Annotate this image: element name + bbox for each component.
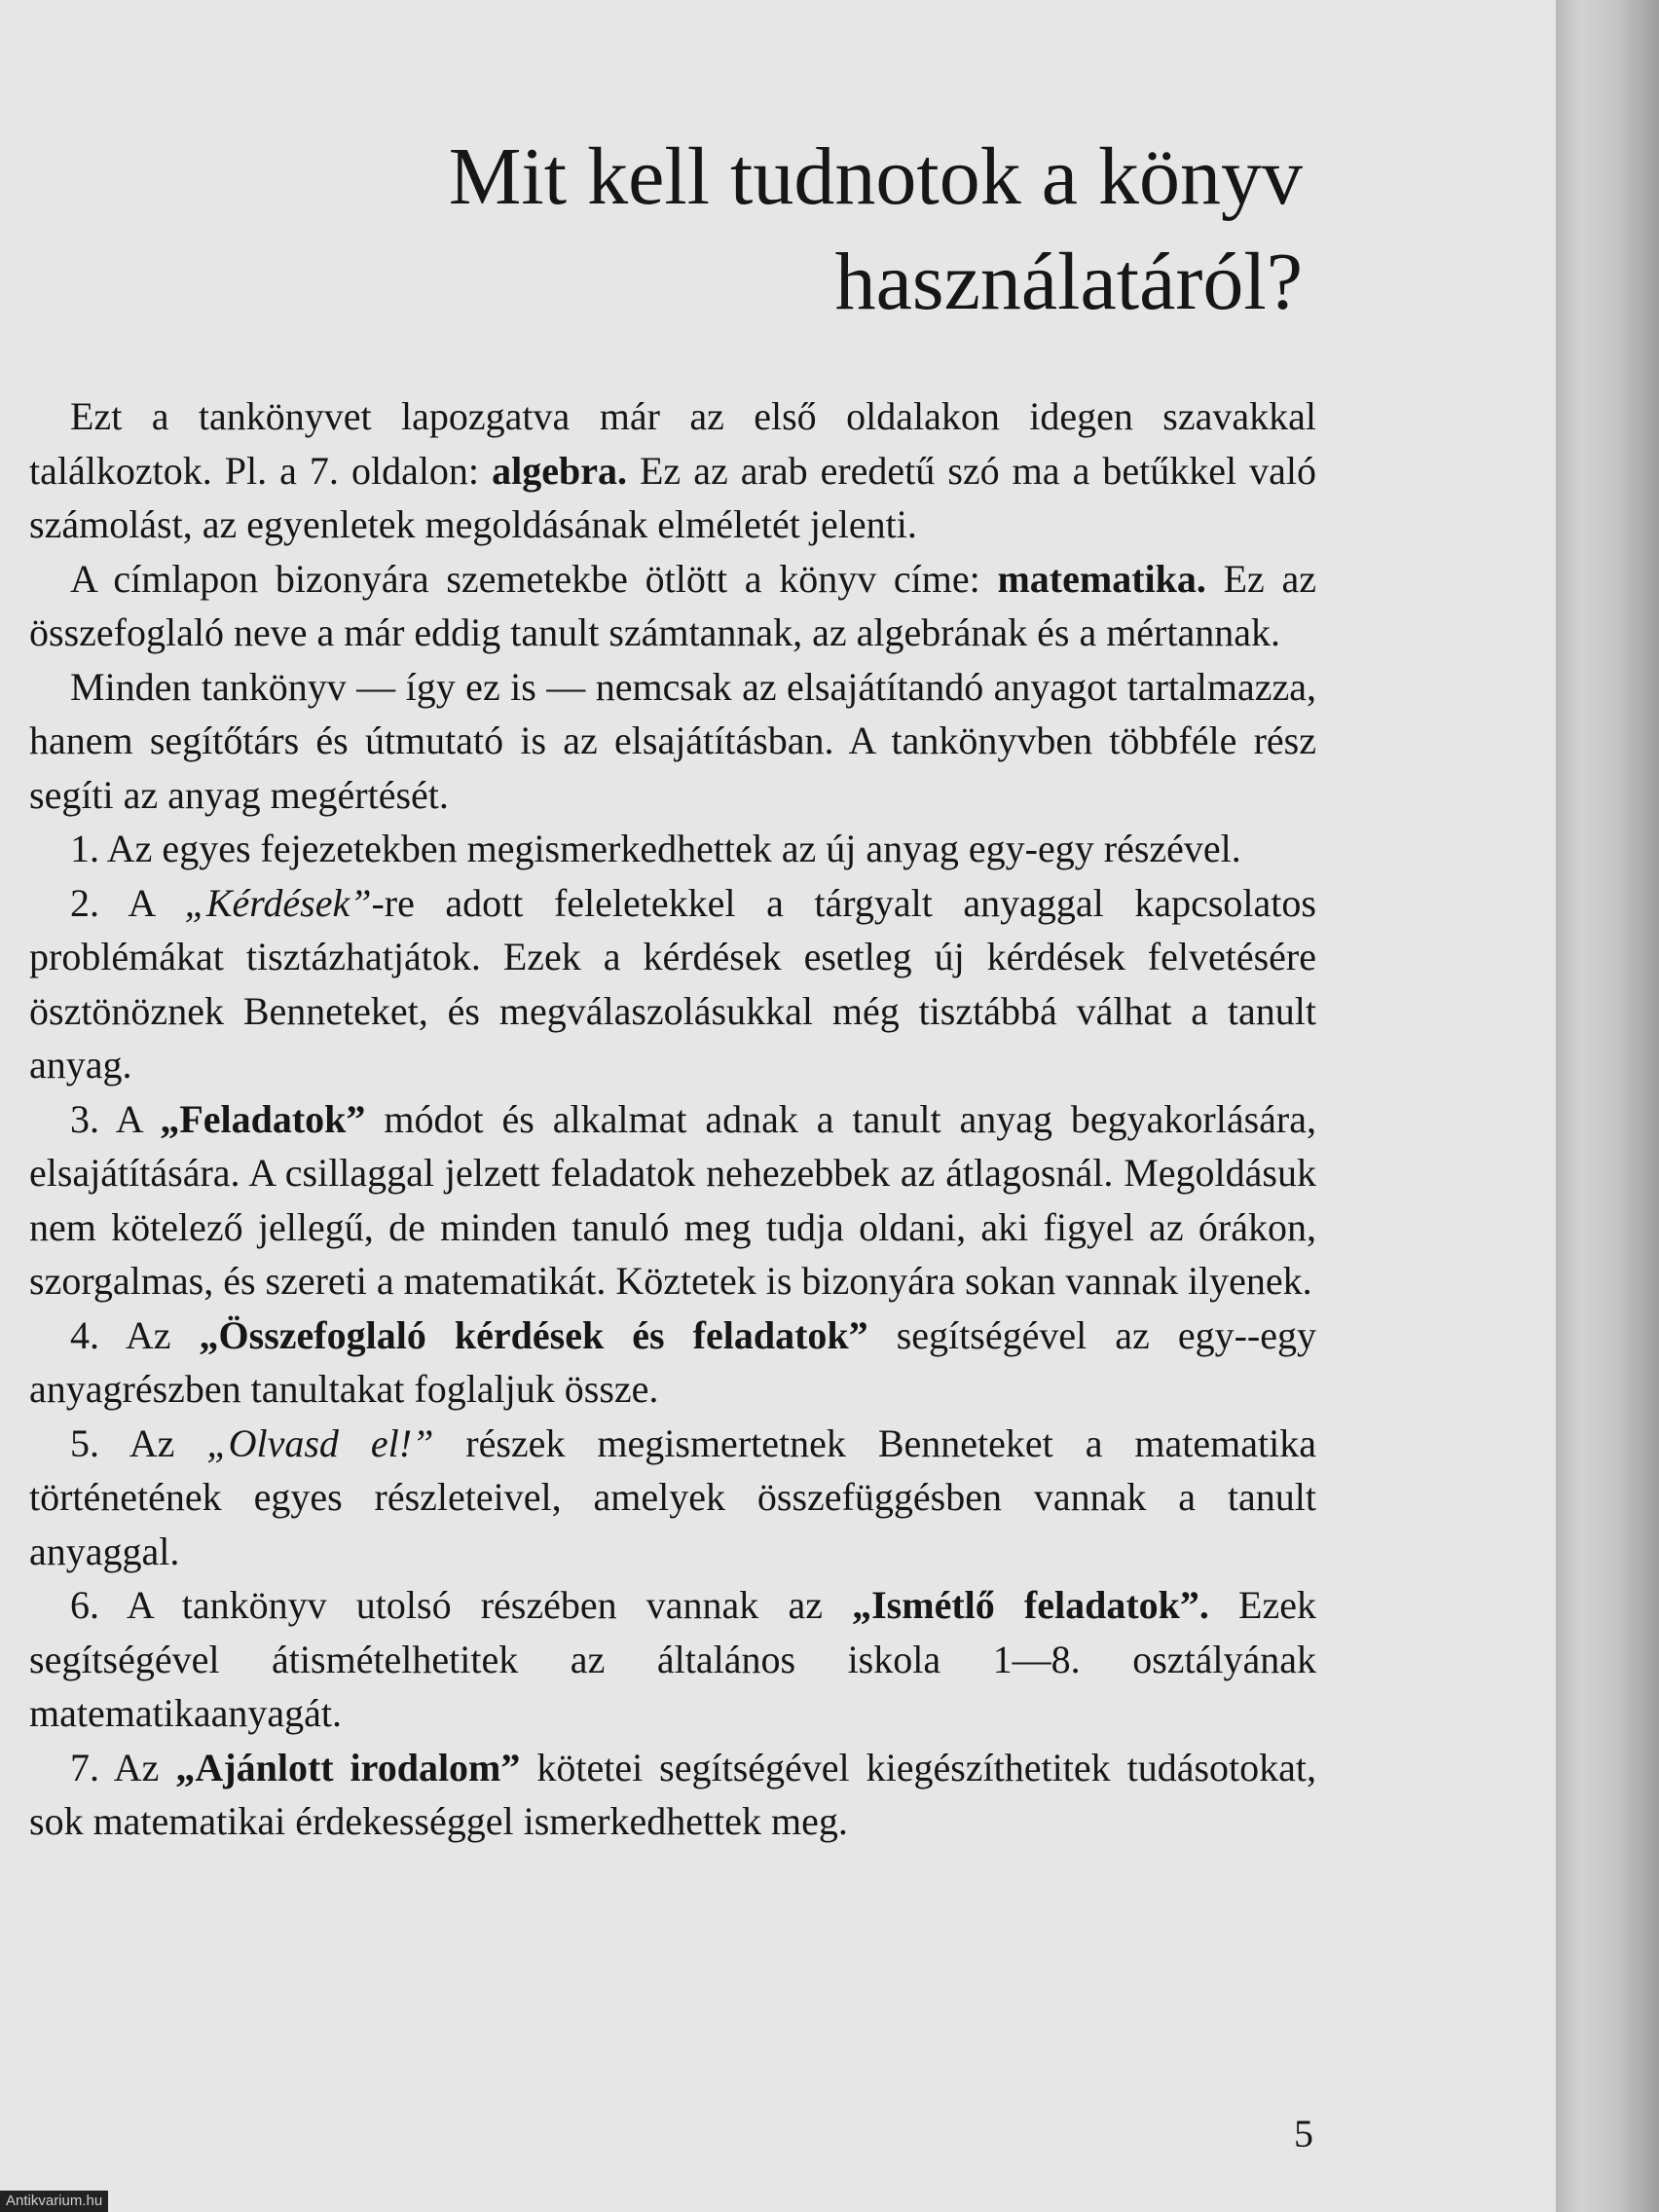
paragraph-text: 1. Az egyes fejezetekben megismerkedhettek az új anyag egy-egy részével. (70, 827, 1241, 870)
bold-term: „Ajánlott irodalom” (175, 1745, 521, 1789)
list-item-5 (29, 1417, 1316, 1579)
list-item-2 (29, 876, 1316, 1092)
bold-term: „Feladatok” (160, 1096, 366, 1141)
paragraph-intro (29, 389, 1316, 552)
paragraph-text: 7. Az (70, 1745, 176, 1789)
italic-term: „Kérdések” (184, 880, 372, 925)
paragraph-textbook (29, 660, 1316, 823)
list-item-6 (29, 1578, 1316, 1741)
bold-term: algebra. (492, 448, 627, 493)
paragraph-text: módot és alkalmat adnak a tanult anyag begyakorlására, elsajátítására. A csillaggal jelzett feladatok nehezebbek az átlagosnál. Megoldásuk nem kötelező jellegű, de minden tanuló meg tudja oldani, aki figyel az órákon, szorgalmas, és szereti a matematikát. Köztetek is bizonyára sokan vannak ilyenek. (29, 1096, 1316, 1303)
list-item-1 (29, 822, 1316, 876)
paragraph-text: Ezt a tankönyvet lapozgatva már az első oldalakon idegen szavakkal találkoztok. Pl. a 7. oldalon: (29, 394, 1316, 493)
bold-term: matematika. (997, 556, 1206, 601)
paragraph-text: Ezek segítségével átismételhetitek az általános iskola 1—8. osztályának matematikaanyagát. (29, 1583, 1316, 1735)
paragraph-text: részek megismertetnek Benneteket a matematika történetének egyes részleteivel, amelyek összefüggésben vannak a tanult anyaggal. (29, 1420, 1317, 1573)
paragraph-text: segítségével az egy--egy anyagrészben tanultakat foglaljuk össze. (29, 1312, 1316, 1411)
bold-term: „Ismétlő feladatok”. (852, 1583, 1209, 1627)
paragraph-text: A címlapon bizonyára szemetekbe ötlött a könyv címe: (70, 556, 998, 601)
page-edge (1556, 0, 1659, 2212)
paragraph-text: Ez az összefoglaló neve a már eddig tanult számtannak, az algebrának és a mértannak. (29, 556, 1316, 654)
paragraph-text: 2. A (70, 880, 185, 925)
bold-term: „Összefoglaló kérdések és feladatok” (199, 1312, 868, 1357)
title-line-2: használatáról? (834, 237, 1303, 327)
paragraph-title-note (29, 552, 1316, 660)
list-item-3 (29, 1092, 1316, 1309)
paragraph-text: 5. Az (70, 1420, 207, 1465)
paragraph-text: Ez az arab eredetű szó ma a betűkkel való számolást, az egyenletek megoldásának elméletét jelenti. (29, 448, 1316, 546)
paragraph-text: Minden tankönyv — így ez is — nemcsak az elsajátítandó anyagot tartalmazza, hanem segítőtárs és útmutató is az elsajátításban. A tankönyvben többféle rész segíti az anyag megértését. (29, 664, 1316, 817)
paragraph-text: 6. A tankönyv utolsó részében vannak az (70, 1583, 853, 1627)
list-item-4 (29, 1309, 1316, 1417)
paragraph-text: 4. Az (70, 1312, 200, 1357)
italic-term: „Olvasd el!” (206, 1420, 434, 1465)
list-item-7 (29, 1741, 1316, 1849)
body-text (29, 389, 1316, 1849)
paragraph-text: kötetei segítségével kiegészíthetitek tudásotokat, sok matematikai érdekességgel ismerkedhettek meg. (29, 1745, 1317, 1843)
title-line-1: Mit kell tudnotok a könyv (448, 131, 1303, 222)
watermark: Antikvarium.hu (0, 2191, 108, 2212)
paragraph-text: -re adott feleletekkel a tárgyalt anyaggal kapcsolatos problémákat tisztázhatjátok. Ezek a kérdések esetleg új kérdések felvetésére ösztönöznek Benneteket, és megválaszolásukkal még tisztábbá válhat a tanult anyag. (29, 880, 1316, 1087)
page-number: 5 (1294, 2112, 1313, 2156)
paragraph-text: 3. A (70, 1096, 161, 1141)
page-title (449, 125, 1303, 335)
